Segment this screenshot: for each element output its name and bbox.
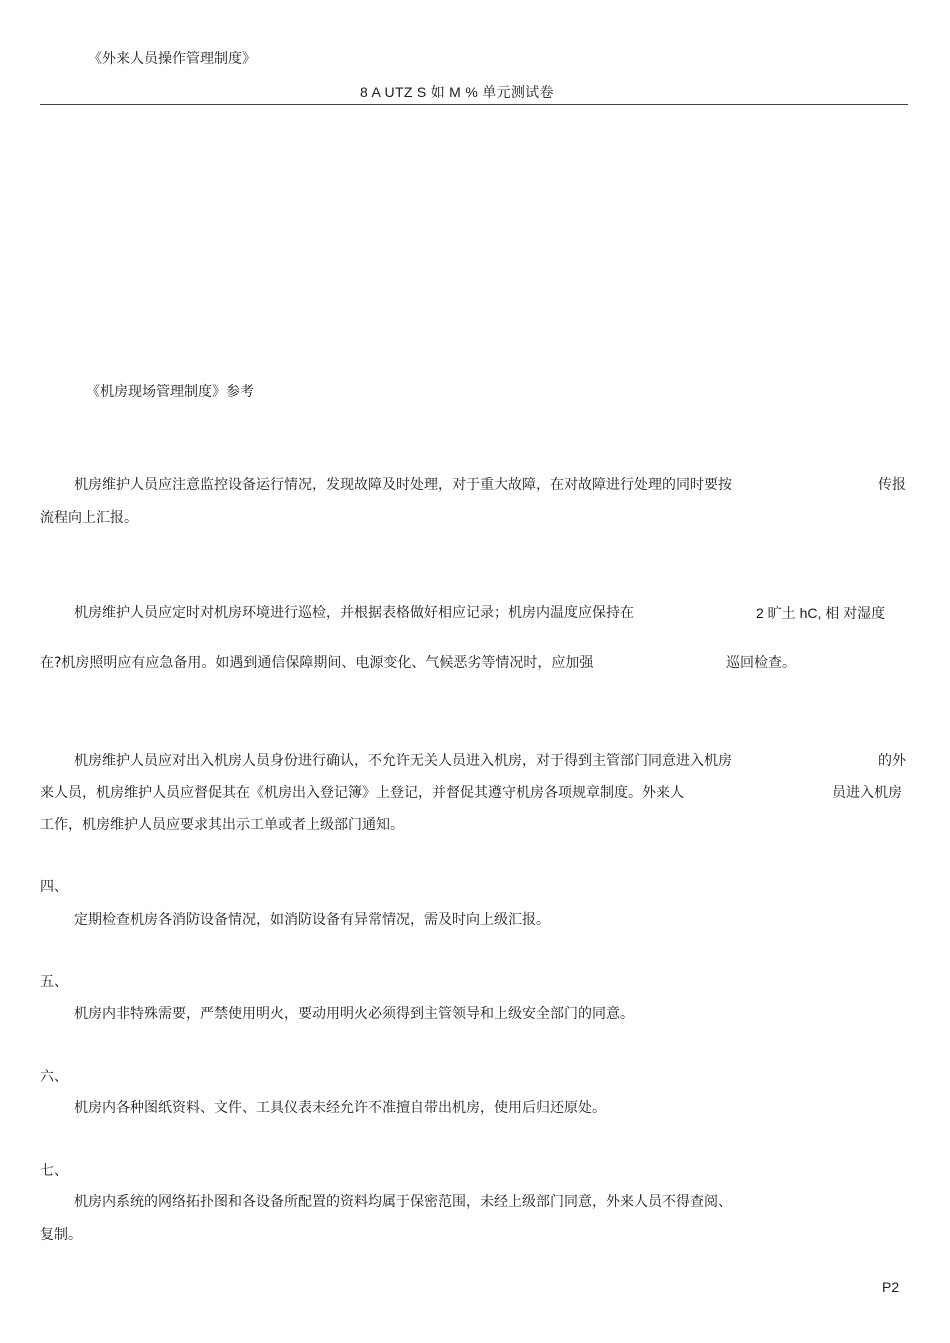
- item-6-number: 六、: [40, 1069, 68, 1085]
- paragraph-1-line-1-text: 机房维护人员应注意监控设备运行情况，发现故障及时处理，对于重大故障，在对故障进行处理的同时要按: [74, 477, 732, 493]
- paragraph-1-line-1-tail: 传报: [878, 477, 906, 493]
- item-6-text: 机房内各种图纸资料、文件、工具仪表未经允许不准擅自带出机房，使用后归还原处。: [74, 1100, 606, 1116]
- paragraph-2-line-1: [74, 606, 906, 620]
- section-title: 《机房现场管理制度》参考: [86, 384, 254, 400]
- paragraph-2-line-2-text: 在?机房照明应有应急备用。如遇到通信保障期间、电源变化、气候恶劣等情况时，应加强: [40, 655, 594, 671]
- paragraph-3-line-3: 工作，机房维护人员应要求其出示工单或者上级部门通知。: [40, 817, 404, 833]
- paragraph-2-line-2-tail: 巡回检查。: [726, 655, 796, 671]
- header-divider: [40, 104, 908, 105]
- item-5-text: 机房内非特殊需要，严禁使用明火，要动用明火必须得到主管领导和上级安全部门的同意。: [74, 1006, 634, 1022]
- document-title: 《外来人员操作管理制度》: [88, 51, 256, 67]
- paragraph-3-line-2-text: 来人员，机房维护人员应督促其在《机房出入登记簿》上登记，并督促其遵守机房各项规章制度。外来人: [40, 785, 684, 801]
- item-4-number: 四、: [40, 879, 68, 895]
- paragraph-2-line-2: [40, 656, 800, 670]
- header-subtitle: 8 A UTZ S 如 M % 单元测试卷: [360, 84, 554, 100]
- paragraph-3-line-2: [40, 786, 902, 800]
- item-7-number: 七、: [40, 1163, 68, 1179]
- page-number: P2: [882, 1279, 900, 1295]
- paragraph-1-line-1: [74, 478, 906, 492]
- paragraph-2-line-1-value: 2 旷土 hC, 相 对湿度: [756, 605, 886, 621]
- paragraph-1-line-2: 流程向上汇报。: [40, 510, 138, 526]
- paragraph-3-line-1: [74, 754, 906, 768]
- item-4-text: 定期检查机房各消防设备情况，如消防设备有异常情况，需及时向上级汇报。: [74, 912, 550, 928]
- paragraph-3-line-1-tail: 的外: [878, 753, 906, 769]
- paragraph-3-line-1-text: 机房维护人员应对出入机房人员身份进行确认，不允许无关人员进入机房，对于得到主管部门同意进入机房: [74, 753, 732, 769]
- item-5-number: 五、: [40, 974, 68, 990]
- paragraph-3-line-2-tail: 员进入机房: [832, 785, 902, 801]
- item-7-text: 机房内系统的网络拓扑图和各设备所配置的资料均属于保密范围，未经上级部门同意，外来人员不得查阅、: [74, 1194, 732, 1210]
- paragraph-2-line-1-text: 机房维护人员应定时对机房环境进行巡检，并根据表格做好相应记录；机房内温度应保持在: [74, 605, 634, 621]
- item-7-text-continued: 复制。: [40, 1227, 82, 1243]
